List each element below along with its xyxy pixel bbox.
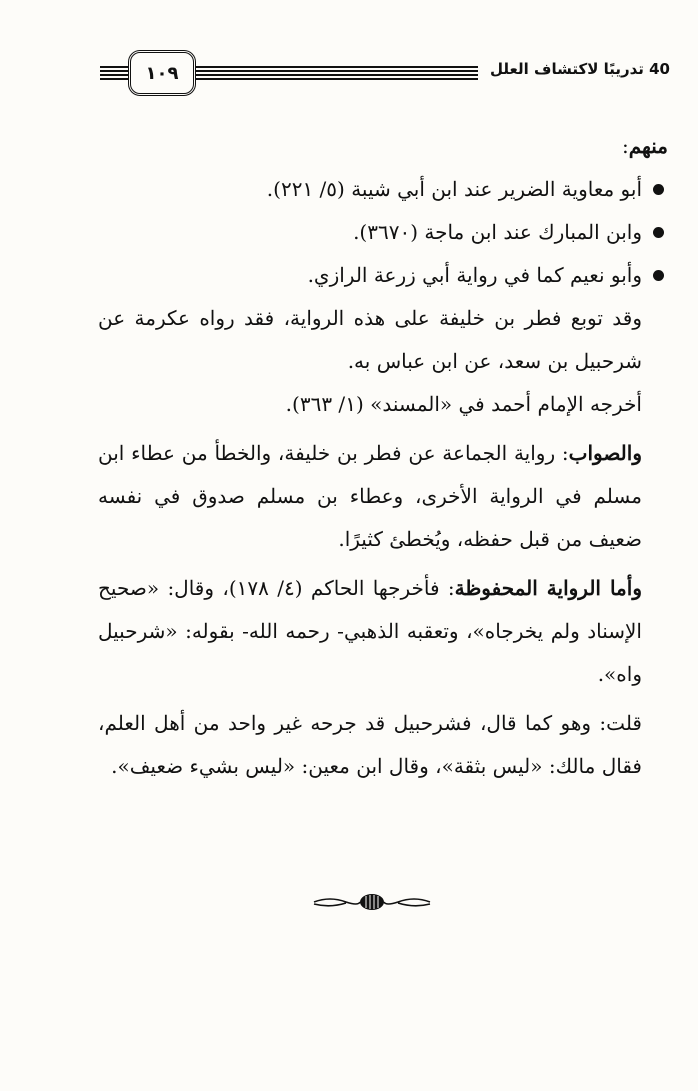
- header-rule: [188, 70, 478, 72]
- narrators-list: [98, 168, 668, 297]
- preserved-text: : فأخرجها الحاكم (٤/ ١٧٨)، وقال: «صحيح الإسناد ولم يخرجاه»، وتعقبه الذهبي- رحمه الله- بقوله: «شرحبيل واه».: [98, 576, 642, 686]
- paragraph-comment: قلت: وهو كما قال، فشرحبيل قد جرحه غير واحد من أهل العلم، فقال مالك: «ليس بثقة»، وقال ابن معين: «ليس بشيء ضعيف».: [98, 711, 642, 778]
- list-item: وأبو نعيم كما في رواية أبي زرعة الرازي.: [98, 254, 668, 297]
- page-number: ١٠٩: [128, 50, 196, 96]
- paragraph-correct: [98, 432, 668, 561]
- header-rule: [100, 66, 130, 68]
- preserved-heading: وأما الرواية المحفوظة: [454, 576, 642, 600]
- ornament-divider-icon: [310, 890, 434, 914]
- intro-text: :: [621, 134, 629, 158]
- header-rule: [188, 74, 478, 76]
- correct-text: : رواية الجماعة عن فطر بن خليفة، والخطأ من عطاء ابن مسلم في الرواية الأخرى، وعطاء بن مسلم صدوق في نفسه ضعيف من قبل حفظه، ويُخطئ كثيرًا.: [98, 441, 642, 551]
- header-rule: [100, 70, 130, 72]
- list-item: وابن المبارك عند ابن ماجة (٣٦٧٠).: [98, 211, 668, 254]
- page-body: [98, 125, 668, 788]
- header-rule: [188, 66, 478, 68]
- intro-bold: منهم: [628, 134, 668, 158]
- correct-heading: والصواب: [568, 441, 642, 465]
- header-rule: [100, 78, 130, 80]
- list-item: أبو معاوية الضرير عند ابن أبي شيبة (٥/ ٢٢١).: [98, 168, 668, 211]
- running-title: 40 تدريبًا لاكتشاف العلل: [490, 60, 670, 78]
- paragraph-source: أخرجه الإمام أحمد في «المسند» (١/ ٣٦٣).: [285, 392, 642, 416]
- intro-line: [98, 125, 668, 168]
- paragraph-preserved: [98, 567, 668, 696]
- header-rule: [100, 74, 130, 76]
- paragraph-corroboration: وقد توبع فطر بن خليفة على هذه الرواية، فقد رواه عكرمة عن شرحبيل بن سعد، عن ابن عباس به.: [98, 306, 642, 373]
- page-header: [100, 48, 670, 98]
- header-rule: [188, 78, 478, 80]
